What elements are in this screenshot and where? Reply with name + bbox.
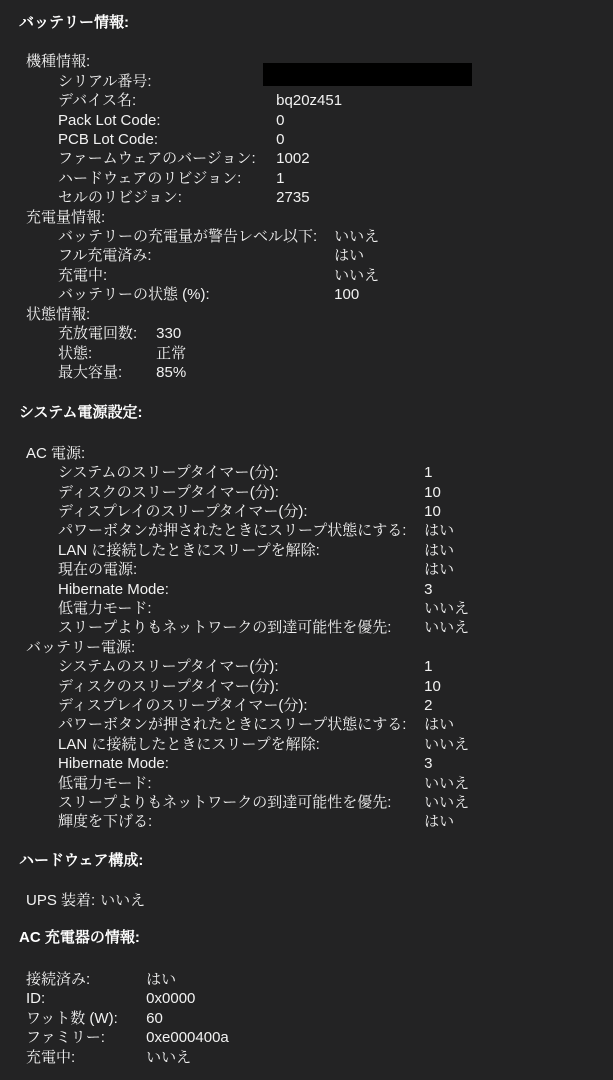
field-label: 低電力モード: (58, 774, 152, 792)
field-value: はい (146, 971, 177, 989)
field-value: いいえ (146, 1048, 192, 1066)
group-title-ac-power: AC 電源: (26, 444, 86, 462)
field-value: いいえ (334, 228, 380, 246)
section-title-hardware-config: ハードウェア構成: (19, 851, 144, 869)
field-label: ワット数 (W): (26, 1009, 118, 1027)
row-charger-family (26, 1028, 613, 1047)
field-label: ID: (26, 990, 46, 1008)
row-charging (58, 266, 613, 285)
field-label: ディスクのスリープタイマー(分): (58, 677, 279, 695)
row-cell-revision (58, 188, 613, 207)
field-value: いいえ (424, 599, 470, 617)
field-value: 10 (424, 677, 441, 695)
row-ac-system-sleep-timer (58, 463, 613, 482)
group-title-battery-power: バッテリー電源: (26, 638, 136, 656)
row-condition (58, 344, 613, 363)
field-label: Hibernate Mode: (58, 755, 169, 773)
field-label: 状態: (58, 344, 93, 362)
row-ac-low-power-mode (58, 599, 613, 618)
field-label: UPS 装着: (26, 892, 96, 910)
row-batt-prioritize-network-reachability (58, 793, 613, 812)
section-battery-info (19, 13, 613, 382)
row-batt-sleep-on-power-button (58, 715, 613, 734)
field-label: ディスプレイのスリープタイマー(分): (58, 697, 308, 714)
field-value: 3 (424, 755, 433, 773)
ac-charger-rows (26, 970, 613, 1067)
model-info-rows (58, 72, 613, 208)
section-power-settings (19, 403, 613, 832)
row-charge-percent (58, 285, 613, 304)
field-value: いいえ (424, 735, 470, 753)
field-value: 正常 (156, 344, 187, 362)
field-label: ハードウェアのリビジョン: (58, 169, 242, 187)
row-ac-display-sleep-timer (58, 502, 613, 521)
field-label: 接続済み: (26, 971, 91, 989)
field-value: はい (424, 522, 455, 540)
row-batt-hibernate-mode (58, 754, 613, 773)
row-ac-prioritize-network-reachability (58, 618, 613, 637)
section-hardware-config (19, 851, 613, 911)
field-label: 充電中: (26, 1048, 76, 1066)
field-value: いいえ (424, 794, 470, 812)
row-batt-low-power-mode (58, 774, 613, 793)
row-ac-sleep-on-power-button (58, 521, 613, 540)
field-label: LAN に接続したときにスリープを解除: (58, 541, 320, 559)
row-ups-installed (26, 891, 613, 910)
row-charger-id (26, 989, 613, 1008)
field-value: 3 (424, 580, 433, 598)
row-hardware-revision (58, 169, 613, 188)
field-label: ファミリー: (26, 1029, 105, 1047)
field-label: 充電中: (58, 266, 108, 284)
field-value: 1002 (276, 150, 310, 168)
field-value: はい (424, 541, 455, 559)
field-label: PCB Lot Code: (58, 131, 159, 149)
field-label: デバイス名: (58, 92, 137, 110)
field-label: シリアル番号: (58, 72, 152, 90)
field-label: 最大容量: (58, 363, 123, 381)
field-label: システムのスリープタイマー(分): (58, 464, 279, 482)
field-label: Hibernate Mode: (58, 580, 169, 598)
field-value: いいえ (424, 619, 470, 637)
section-title-ac-charger: AC 充電器の情報: (19, 928, 140, 946)
field-value: いいえ (100, 892, 146, 910)
field-value: 0x0000 (146, 990, 196, 1008)
section-title-power-settings: システム電源設定: (19, 404, 143, 422)
battery-power-rows (58, 657, 613, 832)
section-title-battery-info: バッテリー情報: (19, 14, 129, 31)
row-ac-hibernate-mode (58, 580, 613, 599)
field-value: 2735 (276, 189, 310, 207)
field-label: 充放電回数: (58, 325, 138, 343)
field-label: パワーボタンが押されたときにスリープ状態にする: (58, 716, 407, 734)
field-label: バッテリーの状態 (%): (58, 286, 210, 304)
field-value: 1 (276, 169, 285, 187)
row-ac-wake-on-lan (58, 541, 613, 560)
row-device-name (58, 91, 613, 110)
field-value: はい (424, 813, 455, 831)
row-ac-disk-sleep-timer (58, 483, 613, 502)
row-batt-disk-sleep-timer (58, 677, 613, 696)
field-value: 1 (424, 658, 433, 676)
field-value: はい (424, 716, 455, 734)
row-charger-connected (26, 970, 613, 989)
field-label: LAN に接続したときにスリープを解除: (58, 735, 320, 753)
row-batt-display-sleep-timer (58, 696, 613, 715)
section-ac-charger (19, 928, 613, 1067)
group-title-charge-info: 充電量情報: (26, 208, 106, 226)
row-pack-lot-code (58, 111, 613, 130)
field-value: はい (424, 561, 455, 579)
row-batt-wake-on-lan (58, 735, 613, 754)
field-value: 0 (276, 131, 285, 149)
field-value: 1 (424, 464, 433, 482)
field-label: 輝度を下げる: (58, 813, 153, 831)
field-value: bq20z451 (276, 92, 343, 110)
row-cycle-count (58, 324, 613, 343)
field-label: スリープよりもネットワークの到達可能性を優先: (58, 619, 392, 637)
group-title-health-info: 状態情報: (26, 305, 91, 323)
row-max-capacity (58, 363, 613, 382)
field-value: いいえ (334, 266, 380, 284)
field-label: Pack Lot Code: (58, 111, 161, 129)
field-label: スリープよりもネットワークの到達可能性を優先: (58, 794, 392, 812)
field-value: 85% (156, 363, 187, 381)
row-pcb-lot-code (58, 130, 613, 149)
redacted-serial-value (263, 63, 472, 86)
field-label: 現在の電源: (58, 561, 138, 579)
health-info-rows (58, 324, 613, 382)
field-value: 2 (424, 697, 433, 714)
field-value: 330 (156, 325, 182, 343)
charge-info-rows (58, 227, 613, 305)
field-value: いいえ (424, 774, 470, 792)
ac-power-rows (58, 463, 613, 638)
field-label: フル充電済み: (58, 247, 152, 265)
field-label: システムのスリープタイマー(分): (58, 658, 279, 676)
field-value: 60 (146, 1009, 163, 1027)
field-value: 100 (334, 286, 360, 304)
row-charger-charging (26, 1048, 613, 1067)
row-warning-level (58, 227, 613, 246)
row-serial-number (58, 72, 613, 91)
field-value: 10 (424, 483, 441, 501)
field-value: 10 (424, 502, 441, 520)
field-label: セルのリビジョン: (58, 189, 182, 207)
field-label: パワーボタンが押されたときにスリープ状態にする: (58, 522, 407, 540)
field-value: 0 (276, 111, 285, 129)
row-fully-charged (58, 246, 613, 265)
row-charger-wattage (26, 1009, 613, 1028)
field-value: はい (334, 247, 365, 265)
group-title-model-info: 機種情報: (26, 53, 91, 71)
row-firmware-version (58, 149, 613, 168)
field-label: バッテリーの充電量が警告レベル以下: (58, 228, 318, 246)
field-value: 0xe000400a (146, 1029, 229, 1047)
field-label: ディスプレイのスリープタイマー(分): (58, 502, 308, 520)
field-label: ファームウェアのバージョン: (58, 150, 256, 168)
row-batt-reduce-brightness (58, 812, 613, 831)
field-label: ディスクのスリープタイマー(分): (58, 483, 279, 501)
row-ac-current-power-source (58, 560, 613, 579)
row-batt-system-sleep-timer (58, 657, 613, 676)
field-label: 低電力モード: (58, 599, 152, 617)
